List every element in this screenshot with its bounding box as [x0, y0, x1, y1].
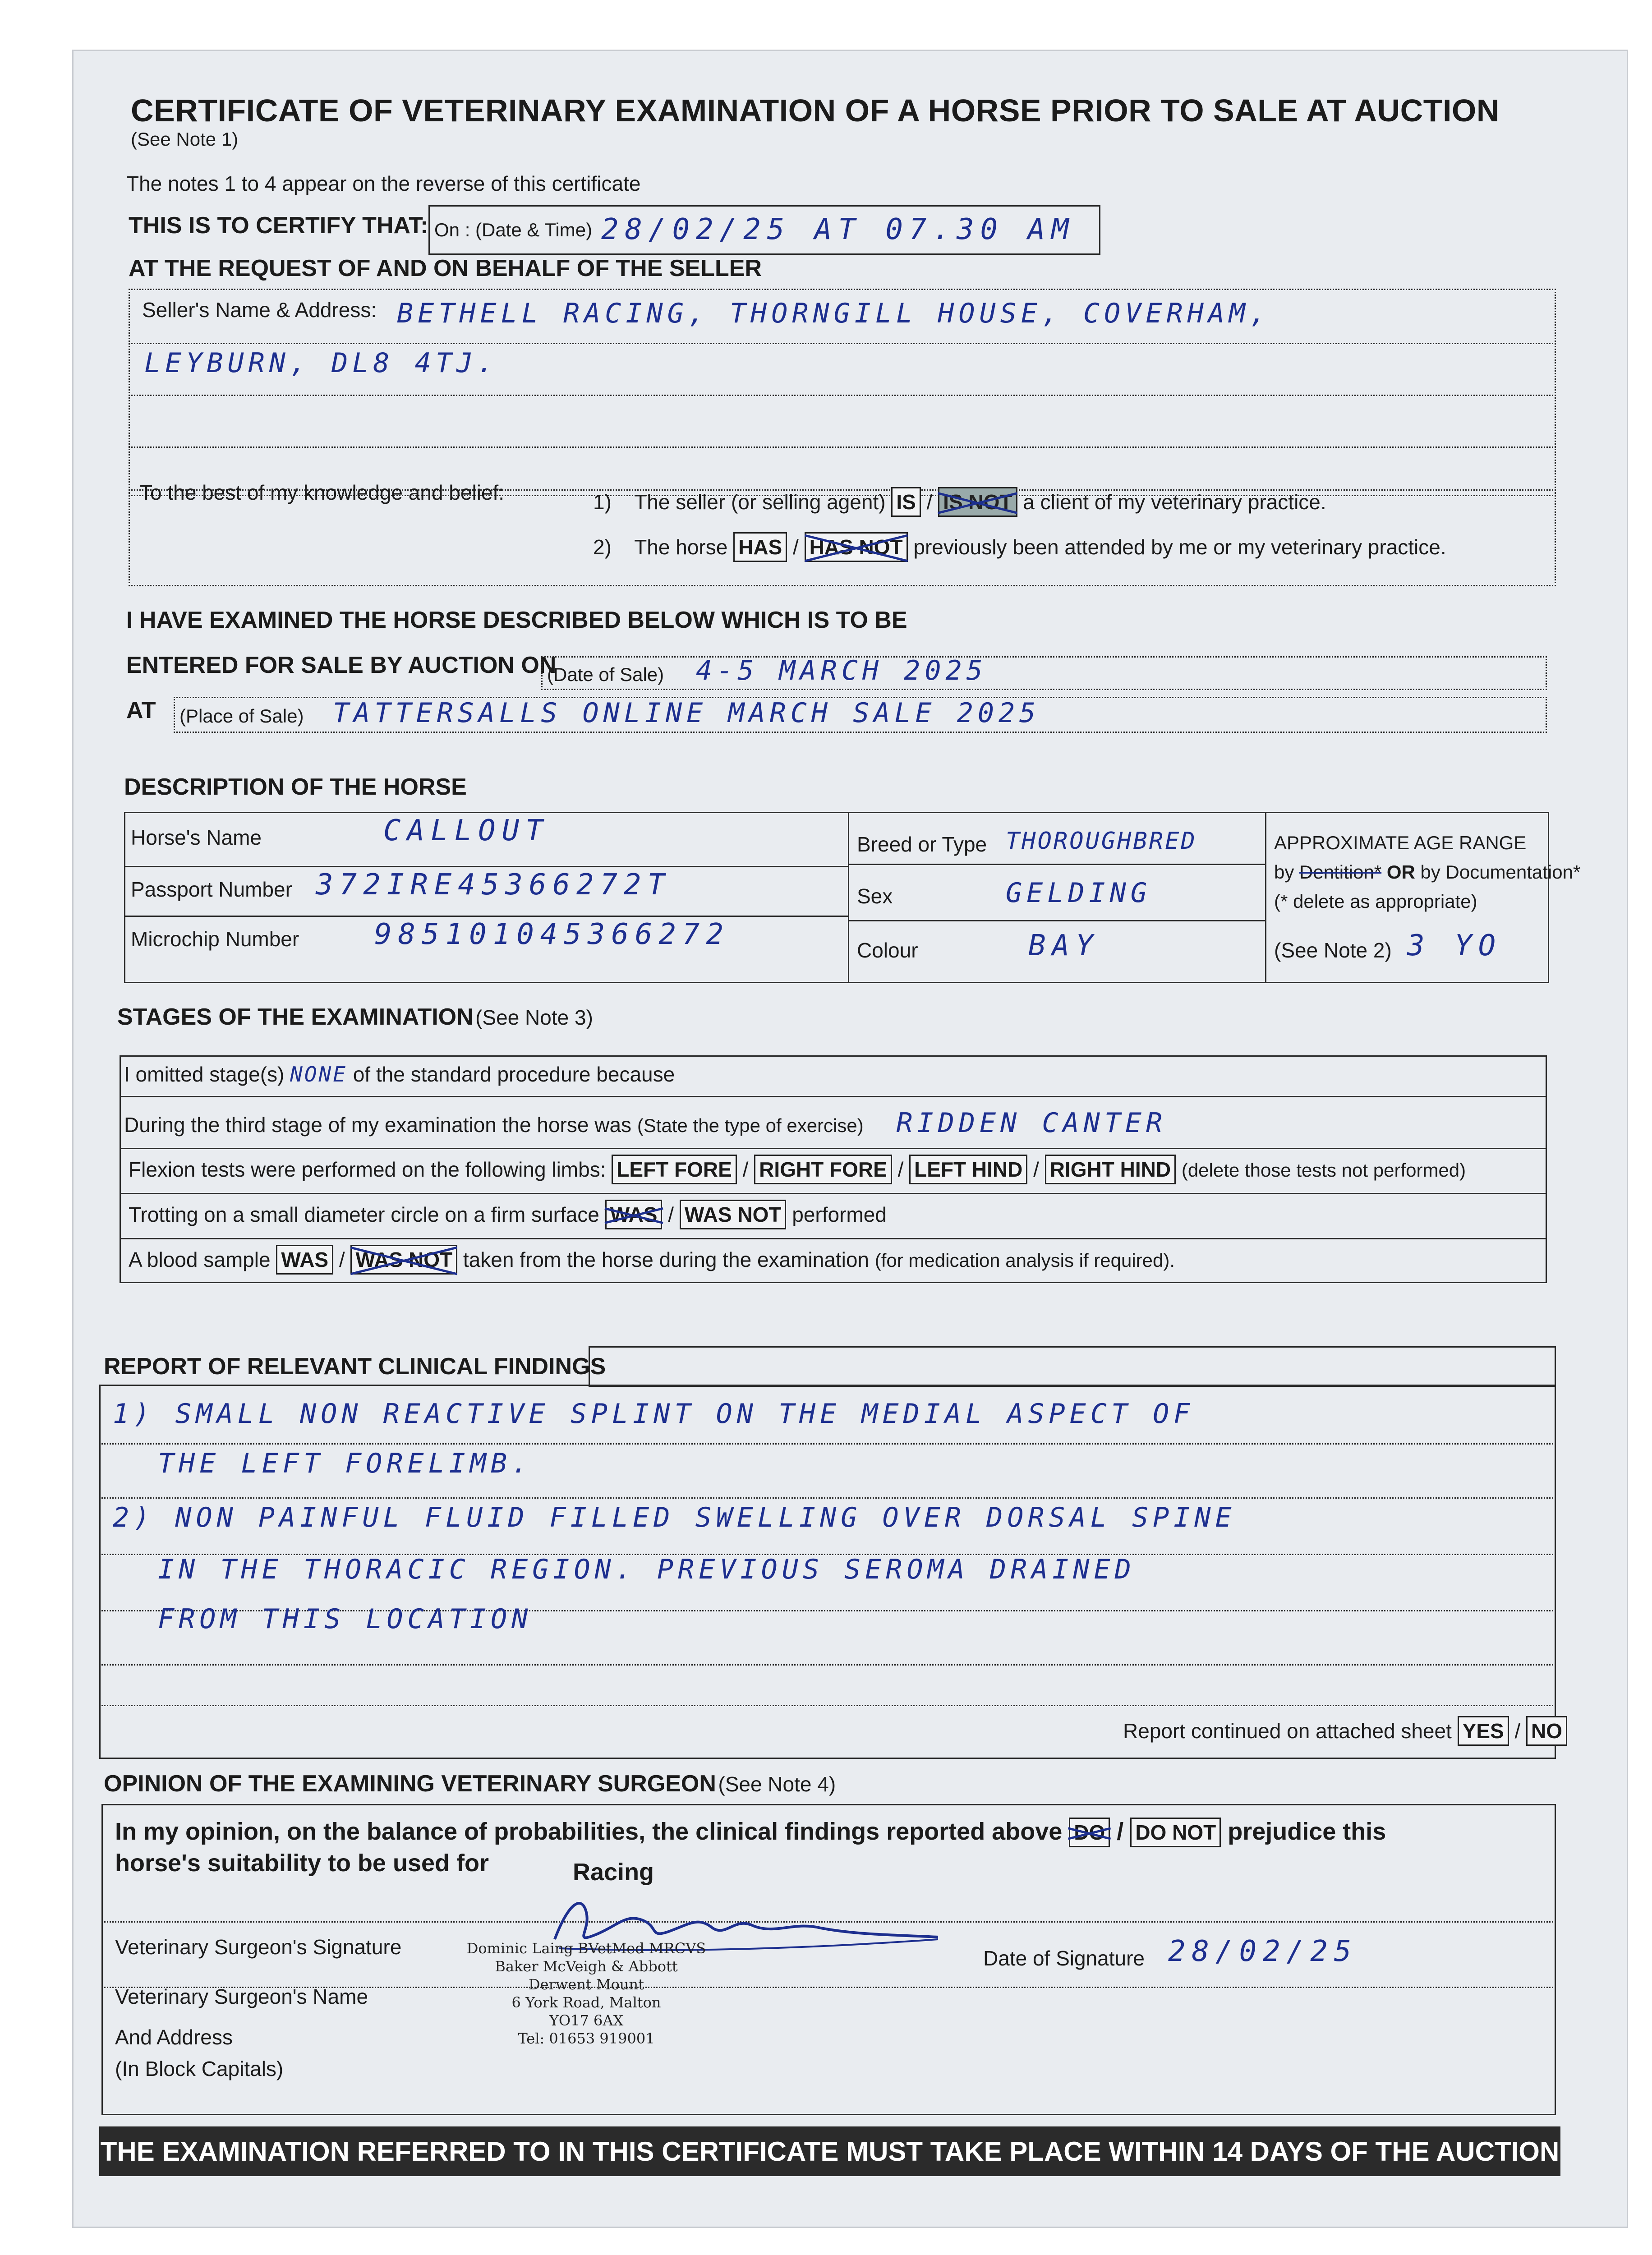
slash: /	[1514, 1719, 1521, 1743]
seller-line1[interactable]: BETHELL RACING, THORNGILL HOUSE, COVERHAM,	[397, 298, 1271, 329]
q1-number: 1)	[593, 490, 612, 514]
breed-label: Breed or Type	[857, 833, 987, 856]
q2-tail: previously been attended by me or my veterinary practice.	[913, 535, 1446, 559]
findings-line-5: FROM THIS LOCATION	[158, 1603, 533, 1635]
opinion-heading	[104, 1770, 836, 1797]
stamp-line: 6 York Road, Malton	[511, 1994, 661, 2011]
flexion-right-hind[interactable]: RIGHT HIND	[1045, 1155, 1176, 1184]
see-note-1: (See Note 1)	[131, 129, 239, 150]
opinion-do-not-option[interactable]: DO NOT	[1130, 1818, 1221, 1847]
third-stage-label: During the third stage of my examination the horse was	[124, 1113, 632, 1137]
age-value[interactable]: 3 YO	[1407, 929, 1502, 962]
continued-row	[1123, 1716, 1567, 1746]
opinion-do-option[interactable]: DO	[1069, 1818, 1110, 1847]
opinion-line-1	[115, 1818, 1386, 1847]
q2-number: 2)	[593, 535, 612, 559]
datetime-box[interactable]	[428, 205, 1100, 255]
flexion-row	[129, 1155, 1466, 1184]
sex-label: Sex	[857, 884, 893, 908]
omitted-value[interactable]: NONE	[290, 1062, 347, 1086]
entered-label: ENTERED FOR SALE BY AUCTION ON	[126, 652, 557, 678]
age-doc-option[interactable]: by Documentation*	[1420, 861, 1581, 883]
q1-is-not-option[interactable]: IS NOT	[938, 487, 1017, 517]
stages-note: (See Note 3)	[475, 1006, 593, 1029]
on-label: On : (Date & Time)	[434, 219, 593, 240]
findings-line-4: IN THE THORACIC REGION. PREVIOUS SEROMA DRAINED	[158, 1554, 1136, 1585]
flexion-left-fore[interactable]: LEFT FORE	[612, 1155, 737, 1184]
findings-line-1: 1) SMALL NON REACTIVE SPLINT ON THE MEDIAL ASPECT OF	[113, 1398, 1195, 1430]
flexion-right-fore[interactable]: RIGHT FORE	[754, 1155, 892, 1184]
stamp-line: Tel: 01653 919001	[518, 2030, 655, 2047]
continued-no-option[interactable]: NO	[1526, 1716, 1567, 1746]
address-label: And Address	[115, 2025, 233, 2049]
breed-value[interactable]: THOROUGHBRED	[1006, 828, 1197, 855]
q2-text: The horse	[634, 535, 728, 559]
opinion-text: In my opinion, on the balance of probabilities, the clinical findings reported above	[115, 1818, 1063, 1845]
flexion-left-hind[interactable]: LEFT HIND	[909, 1155, 1027, 1184]
stamp-line: Dominic Laing BVetMed MRCVS	[466, 1940, 706, 1957]
passport-label: Passport Number	[131, 878, 292, 901]
sale-date-value: 4-5 MARCH 2025	[696, 655, 987, 686]
passport-value[interactable]: 372IRE45366272T	[316, 868, 671, 902]
certify-label: THIS IS TO CERTIFY THAT:	[129, 212, 428, 239]
knowledge-q2	[593, 532, 1446, 562]
slash: /	[926, 490, 933, 514]
third-stage-value[interactable]: RIDDEN CANTER	[896, 1107, 1167, 1139]
stamp-line: YO17 6AX	[549, 2012, 624, 2029]
horse-name-value[interactable]: CALLOUT	[383, 814, 549, 847]
vet-name-label: Veterinary Surgeon's Name	[115, 1985, 368, 2008]
stamp-line: Baker McVeigh & Abbott	[495, 1958, 678, 1975]
microchip-value[interactable]: 985101045366272	[374, 918, 730, 951]
opinion-tail: prejudice this	[1228, 1818, 1386, 1845]
findings-line-2: THE LEFT FORELIMB.	[158, 1448, 533, 1479]
knowledge-label: To the best of my knowledge and belief:	[140, 481, 505, 504]
omitted-row	[124, 1062, 675, 1086]
q2-has-not-option[interactable]: HAS NOT	[805, 532, 908, 562]
opinion-note: (See Note 4)	[718, 1772, 836, 1796]
slash: /	[742, 1158, 749, 1181]
exam-datetime: 28/02/25 AT 07.30 AM	[601, 213, 1075, 246]
horse-name-label: Horse's Name	[131, 826, 262, 849]
vet-stamp	[460, 1939, 713, 2048]
at-label: AT	[126, 697, 156, 723]
third-stage-row	[124, 1107, 1167, 1139]
continued-label: Report continued on attached sheet	[1123, 1719, 1452, 1743]
blood-note: (for medication analysis if required).	[874, 1250, 1175, 1271]
findings-header-box	[589, 1346, 1556, 1387]
omitted-tail: of the standard procedure because	[353, 1063, 675, 1086]
colour-label: Colour	[857, 939, 918, 962]
age-see-note: (See Note 2)	[1274, 939, 1392, 962]
date-signature-value[interactable]: 28/02/25	[1168, 1935, 1358, 1968]
blood-was-option[interactable]: WAS	[276, 1245, 333, 1275]
opinion-line-2: horse's suitability to be used for	[115, 1850, 489, 1877]
sale-date-label: (Date of Sale)	[547, 664, 664, 685]
description-heading: DESCRIPTION OF THE HORSE	[124, 774, 467, 800]
slash: /	[668, 1203, 674, 1226]
block-caps-label: (In Block Capitals)	[115, 2057, 284, 2080]
flexion-label: Flexion tests were performed on the following limbs:	[129, 1158, 606, 1181]
signature-label: Veterinary Surgeon's Signature	[115, 1935, 402, 1959]
trot-was-not-option[interactable]: WAS NOT	[680, 1200, 787, 1229]
findings-heading: REPORT OF RELEVANT CLINICAL FINDINGS	[104, 1353, 606, 1380]
use-value[interactable]: Racing	[573, 1859, 654, 1886]
microchip-label: Microchip Number	[131, 927, 299, 951]
examined-heading: I HAVE EXAMINED THE HORSE DESCRIBED BELOW WHICH IS TO BE	[126, 607, 907, 633]
notes-line: The notes 1 to 4 appear on the reverse of this certificate	[126, 172, 641, 195]
trot-was-option[interactable]: WAS	[605, 1200, 663, 1229]
sale-place-box[interactable]	[174, 697, 1547, 733]
q1-is-option[interactable]: IS	[891, 487, 920, 517]
seller-label: Seller's Name & Address:	[142, 298, 377, 322]
blood-was-not-option[interactable]: WAS NOT	[350, 1245, 457, 1275]
q1-text: The seller (or selling agent)	[634, 490, 886, 514]
continued-yes-option[interactable]: YES	[1458, 1716, 1509, 1746]
opinion-title: OPINION OF THE EXAMINING VETERINARY SURGEON	[104, 1771, 716, 1797]
certificate-title: CERTIFICATE OF VETERINARY EXAMINATION OF A HORSE PRIOR TO SALE AT AUCTION	[131, 93, 1500, 128]
trot-tail: performed	[792, 1203, 887, 1226]
age-heading: APPROXIMATE AGE RANGE	[1274, 832, 1527, 853]
omitted-label: I omitted stage(s)	[124, 1063, 285, 1086]
sale-date-box[interactable]	[541, 656, 1547, 690]
third-stage-note: (State the type of exercise)	[637, 1115, 864, 1136]
colour-value[interactable]: BAY	[1028, 929, 1100, 962]
age-dentition-option[interactable]: Dentition*	[1299, 861, 1382, 883]
age-method	[1274, 861, 1580, 883]
blood-label: A blood sample	[129, 1248, 271, 1271]
trot-label: Trotting on a small diameter circle on a firm surface	[129, 1203, 599, 1226]
stages-title: STAGES OF THE EXAMINATION	[117, 1004, 474, 1030]
stamp-line: Derwent Mount	[529, 1976, 644, 1993]
sex-value[interactable]: GELDING	[1006, 877, 1151, 909]
q1-tail: a client of my veterinary practice.	[1023, 490, 1326, 514]
age-delete-note: (* delete as appropriate)	[1274, 891, 1477, 912]
age-by: by	[1274, 861, 1294, 883]
date-signature-label: Date of Signature	[983, 1947, 1145, 1970]
footer-banner: THE EXAMINATION REFERRED TO IN THIS CERTIFICATE MUST TAKE PLACE WITHIN 14 DAYS OF THE AUCTION	[99, 2126, 1560, 2176]
sale-place-value: TATTERSALLS ONLINE MARCH SALE 2025	[333, 697, 1040, 729]
blood-row	[129, 1245, 1175, 1275]
slash: /	[793, 535, 799, 559]
age-or: OR	[1386, 861, 1415, 883]
findings-line-3: 2) NON PAINFUL FLUID FILLED SWELLING OVER DORSAL SPINE	[113, 1502, 1236, 1533]
flexion-note: (delete those tests not performed)	[1181, 1160, 1466, 1181]
seller-line2[interactable]: LEYBURN, DL8 4TJ.	[144, 347, 498, 379]
slash: /	[897, 1158, 904, 1181]
blood-tail: taken from the horse during the examination	[463, 1248, 869, 1271]
slash: /	[339, 1248, 345, 1271]
trot-row	[129, 1200, 887, 1229]
q2-has-option[interactable]: HAS	[733, 532, 787, 562]
request-line: AT THE REQUEST OF AND ON BEHALF OF THE SELLER	[129, 255, 762, 281]
sale-place-label: (Place of Sale)	[179, 705, 304, 727]
slash: /	[1117, 1818, 1124, 1845]
knowledge-q1	[593, 487, 1326, 517]
slash: /	[1033, 1158, 1039, 1181]
stages-heading	[117, 1003, 593, 1031]
